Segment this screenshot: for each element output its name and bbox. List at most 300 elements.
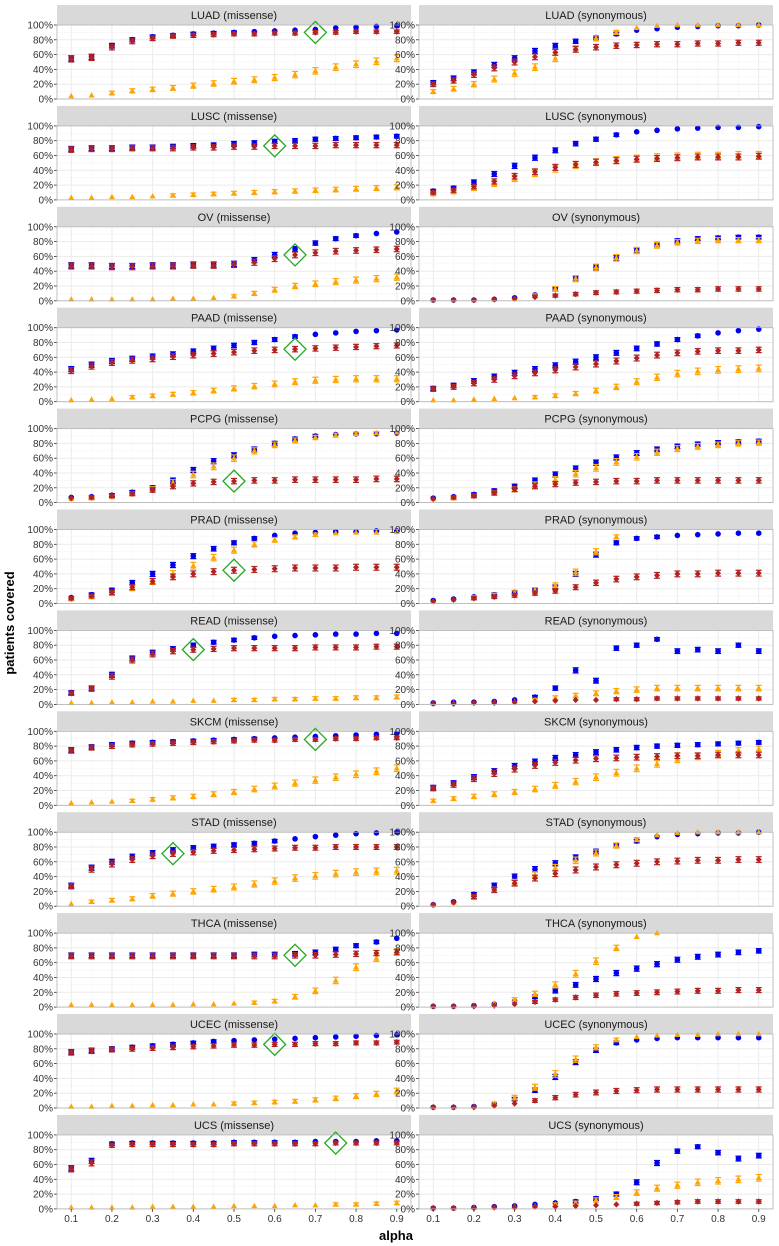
y-tick-label: 60% [32,50,53,62]
blue-point [695,954,701,960]
blue-point [374,939,380,945]
y-tick-label: 100% [389,121,415,133]
blue-point [374,134,380,140]
facet-panel [389,1014,773,1115]
y-tick-label: 20% [394,886,415,898]
y-tick-label: 100% [389,928,415,940]
facet-title: PCPG (missense) [189,413,279,426]
facet-panel [389,711,773,812]
facet-title: PAAD (missense) [191,312,277,325]
blue-point [675,533,681,539]
y-tick-label: 40% [394,367,415,379]
facet-panel [27,409,411,510]
blue-point [191,553,197,559]
y-tick-label: 20% [32,685,53,697]
blue-point [272,337,278,343]
facet-panel [27,610,411,711]
facet-panel [27,106,411,206]
facet-panel [27,308,411,409]
blue-point [654,961,660,967]
facet-title: THCA (synonymous) [545,918,647,931]
y-tick-label: 0% [38,1204,53,1216]
blue-point [333,330,339,336]
y-tick-label: 40% [394,670,415,682]
y-tick-label: 100% [389,625,415,637]
y-tick-label: 20% [394,1088,415,1100]
facet-title: SKCM (synonymous) [544,716,648,729]
y-tick-label: 40% [394,64,415,76]
blue-point [553,988,559,994]
y-tick-label: 80% [32,35,53,47]
blue-point [170,562,176,568]
y-tick-label: 40% [394,973,415,984]
blue-point [736,642,742,648]
facet-title: LUAD (synonymous) [545,10,647,22]
blue-point [593,678,599,684]
blue-point [313,1035,319,1041]
blue-point [715,1150,721,1156]
facet-panel [389,5,773,106]
blue-point [512,163,518,169]
y-tick-label: 100% [389,20,415,32]
facet-panel [389,106,773,206]
y-tick-label: 0% [38,94,53,106]
y-tick-label: 0% [400,599,415,610]
y-tick-label: 20% [394,786,415,797]
blue-point [532,155,538,161]
blue-point [614,747,620,753]
y-tick-label: 40% [32,64,53,76]
blue-point [231,842,237,848]
blue-point [736,1156,742,1162]
facet-panel [27,1115,411,1216]
y-tick-label: 100% [389,323,415,335]
blue-point [675,126,681,132]
blue-point [573,141,579,147]
blue-point [675,648,681,654]
facet-panel [27,913,411,1014]
y-tick-label: 0% [38,397,53,409]
facet-title: STAD (synonymous) [545,817,647,830]
y-tick-label: 100% [27,827,53,839]
blue-point [211,546,217,552]
y-tick-label: 20% [394,483,415,495]
y-tick-label: 20% [394,685,415,697]
y-tick-label: 0% [400,94,415,106]
facet-title: STAD (missense) [191,817,277,830]
blue-point [333,136,339,142]
y-tick-label: 40% [394,1073,415,1085]
blue-point [313,834,319,840]
blue-point [634,1179,640,1185]
y-tick-label: 100% [27,625,53,637]
blue-point [654,128,660,134]
y-tick-label: 0% [400,397,415,409]
y-tick-label: 100% [27,1029,53,1041]
blue-point [573,38,579,44]
y-tick-label: 80% [394,640,415,652]
blue-point [292,633,298,639]
blue-point [614,132,620,138]
facet-title: PAAD (synonymous) [545,312,647,325]
facet-title: LUAD (missense) [190,10,278,22]
blue-point [634,129,640,135]
blue-point [553,685,559,691]
blue-point [715,531,721,537]
facet-title: OV (synonymous) [551,211,641,224]
blue-point [756,326,762,332]
blue-point [553,43,559,49]
blue-point [292,246,298,252]
y-tick-label: 0% [400,1002,415,1014]
y-tick-label: 0% [38,195,53,207]
blue-point [374,328,380,334]
y-tick-label: 20% [394,584,415,596]
y-tick-label: 40% [32,973,53,984]
y-tick-label: 80% [394,943,415,955]
y-tick-label: 20% [394,1189,415,1201]
y-tick-label: 100% [389,525,415,536]
y-tick-label: 80% [394,539,415,551]
y-tick-label: 40% [32,872,53,884]
blue-point [695,647,701,653]
y-tick-label: 60% [32,251,53,263]
facet-title: READ (synonymous) [544,615,648,628]
blue-point [593,355,599,361]
y-tick-label: 20% [32,1088,53,1100]
y-tick-label: 100% [389,726,415,738]
y-tick-label: 40% [32,165,53,177]
blue-point [654,636,660,642]
y-tick-label: 40% [394,468,415,480]
blue-point [491,171,497,177]
y-tick-label: 60% [394,251,415,263]
y-tick-label: 100% [27,20,53,32]
blue-point [695,1144,701,1150]
y-tick-label: 0% [38,498,53,510]
y-tick-label: 60% [394,1059,415,1071]
y-tick-label: 20% [32,79,53,91]
facet-panel [27,812,411,913]
blue-point [614,350,620,356]
y-tick-label: 60% [32,453,53,465]
y-tick-label: 80% [32,338,53,349]
y-tick-label: 0% [38,296,53,308]
blue-point [593,749,599,755]
blue-point [231,540,237,546]
blue-point [736,125,742,131]
y-tick-label: 80% [32,1145,53,1157]
y-tick-label: 100% [389,222,415,234]
y-tick-label: 60% [32,857,53,869]
y-tick-label: 60% [394,554,415,566]
facet-panel [27,5,411,106]
facet-panel [389,409,773,510]
blue-point [593,976,599,982]
y-tick-label: 20% [32,886,53,898]
blue-point [634,745,640,751]
y-tick-label: 60% [32,554,53,566]
y-tick-label: 20% [32,483,53,495]
facet-panel [389,308,773,409]
blue-point [272,838,278,844]
blue-point [150,571,156,577]
facet-panel [389,610,773,711]
blue-point [532,866,538,872]
y-tick-label: 100% [389,1029,415,1041]
blue-point [333,1034,339,1040]
y-tick-label: 80% [32,237,53,249]
blue-point [715,952,721,958]
y-tick-label: 60% [32,151,53,162]
blue-point [231,637,237,643]
blue-point [756,1153,762,1159]
blue-point [211,639,217,645]
y-tick-label: 40% [32,1073,53,1085]
facet-panel [27,510,411,611]
y-tick-label: 20% [32,382,53,394]
blue-point [756,530,762,536]
blue-point [231,343,237,349]
y-tick-label: 60% [32,756,53,768]
facet-panel [389,207,773,307]
blue-point [374,231,380,237]
facet-title: SKCM (missense) [189,716,279,729]
blue-point [634,346,640,352]
blue-point [736,530,742,536]
facet-title: READ (missense) [190,615,278,628]
y-tick-label: 0% [38,800,53,812]
y-tick-label: 20% [394,281,415,293]
y-tick-label: 80% [32,136,53,148]
y-tick-label: 0% [400,800,415,812]
y-tick-label: 0% [400,1204,415,1216]
y-tick-label: 40% [32,771,53,783]
y-tick-label: 60% [32,352,53,364]
y-tick-label: 20% [32,987,53,999]
blue-point [272,634,278,640]
blue-point [654,534,660,540]
y-tick-label: 80% [394,338,415,349]
blue-point [593,136,599,142]
facet-panel [389,913,773,1014]
y-tick-label: 80% [32,438,53,450]
blue-point [252,340,258,346]
facet-title: THCA (missense) [190,918,278,931]
y-tick-label: 80% [32,1044,53,1056]
y-tick-label: 60% [394,857,415,869]
blue-point [756,740,762,746]
blue-point [333,631,339,637]
facet-title: PRAD (synonymous) [544,514,648,527]
y-tick-label: 40% [394,872,415,884]
y-tick-label: 60% [32,1059,53,1071]
facet-title: LUSC (missense) [190,110,278,123]
blue-point [654,743,660,749]
y-tick-label: 40% [394,165,415,177]
facet-panel [27,207,411,307]
blue-point [675,743,681,749]
y-tick-label: 0% [38,901,53,913]
blue-point [512,874,518,880]
y-tick-label: 0% [38,699,53,711]
y-tick-label: 40% [32,266,53,278]
y-tick-label: 80% [394,237,415,249]
blue-point [573,982,579,988]
panels-layer [27,5,773,1215]
y-tick-label: 20% [394,180,415,192]
facet-panel [27,1014,411,1115]
facet-panel [27,711,411,812]
y-tick-label: 40% [32,569,53,581]
y-tick-label: 80% [32,539,53,551]
facet-title: UCEC (synonymous) [544,1019,648,1031]
blue-point [353,831,359,837]
y-tick-label: 60% [394,453,415,465]
blue-point [675,957,681,963]
facet-panel [389,1115,773,1216]
y-tick-label: 100% [27,726,53,738]
blue-point [353,943,359,949]
blue-point [272,1036,278,1042]
blue-point [374,631,380,637]
blue-point [695,742,701,748]
facet-title: PRAD (missense) [190,514,278,527]
y-tick-label: 0% [400,699,415,711]
y-tick-label: 40% [32,1174,53,1186]
facet-title: OV (missense) [197,211,271,224]
y-tick-label: 100% [389,424,415,436]
blue-point [614,645,620,651]
y-tick-label: 0% [400,1103,415,1115]
y-tick-label: 0% [400,498,415,510]
y-tick-label: 100% [27,1130,53,1142]
y-tick-label: 100% [389,1130,415,1142]
blue-point [353,631,359,637]
blue-point [532,48,538,54]
blue-point [756,948,762,954]
y-tick-label: 40% [32,468,53,480]
blue-point [736,740,742,746]
y-tick-label: 60% [394,958,415,970]
facet-title: UCS (synonymous) [548,1119,644,1132]
y-tick-label: 20% [32,180,53,192]
y-tick-label: 80% [394,842,415,854]
blue-point [374,1033,380,1039]
y-tick-label: 20% [32,786,53,797]
y-tick-label: 80% [394,35,415,47]
blue-point [353,135,359,141]
blue-point [313,136,319,142]
y-tick-label: 0% [400,901,415,913]
blue-point [654,341,660,347]
blue-point [333,832,339,838]
blue-point [353,233,359,239]
y-tick-label: 60% [394,655,415,667]
facet-title: PCPG (synonymous) [544,413,648,426]
y-tick-label: 60% [32,655,53,667]
y-tick-label: 0% [38,1103,53,1115]
facet-panel [389,510,773,611]
y-tick-label: 40% [32,367,53,379]
y-tick-label: 100% [27,222,53,234]
blue-point [292,836,298,842]
y-tick-label: 80% [32,842,53,854]
y-tick-label: 60% [394,756,415,768]
blue-point [736,950,742,956]
y-tick-label: 100% [27,525,53,536]
blue-point [252,635,258,641]
facet-title: LUSC (synonymous) [545,110,647,123]
y-tick-label: 20% [32,584,53,596]
blue-point [313,240,319,246]
y-tick-label: 60% [32,1160,53,1171]
blue-point [553,148,559,154]
blue-point [695,532,701,538]
blue-point [573,668,579,674]
y-tick-label: 20% [32,281,53,293]
y-tick-label: 80% [394,1044,415,1056]
blue-point [353,329,359,335]
y-tick-label: 20% [32,1189,53,1201]
y-tick-label: 40% [394,569,415,581]
blue-point [715,125,721,131]
blue-point [715,648,721,654]
blue-point [634,966,640,972]
y-tick-label: 80% [394,741,415,753]
blue-point [715,741,721,747]
blue-point [333,236,339,242]
y-tick-label: 40% [394,266,415,278]
blue-point [313,632,319,638]
blue-point [252,841,258,847]
blue-point [675,1148,681,1154]
y-tick-label: 60% [394,50,415,62]
blue-point [614,540,620,546]
y-tick-label: 80% [394,438,415,450]
y-tick-label: 100% [27,928,53,940]
facet-panel [389,812,773,913]
y-tick-label: 80% [32,943,53,955]
blue-point [756,124,762,130]
blue-point [736,328,742,334]
blue-point [654,1160,660,1166]
y-tick-label: 0% [38,1002,53,1014]
y-tick-label: 60% [394,151,415,162]
y-tick-label: 100% [27,121,53,133]
blue-point [252,1037,258,1043]
y-tick-label: 40% [394,1174,415,1186]
y-tick-label: 20% [394,987,415,999]
y-tick-label: 60% [394,1160,415,1171]
y-tick-label: 100% [389,827,415,839]
blue-point [292,1036,298,1042]
blue-point [675,337,681,343]
blue-point [695,333,701,339]
blue-point [614,970,620,976]
y-tick-label: 100% [27,424,53,436]
blue-point [374,24,380,30]
y-tick-label: 80% [394,1145,415,1157]
blue-point [756,648,762,654]
y-tick-label: 40% [32,670,53,682]
y-tick-label: 80% [32,640,53,652]
blue-point [252,536,258,542]
y-tick-label: 60% [394,352,415,364]
y-tick-label: 0% [38,599,53,610]
blue-point [715,330,721,336]
facet-title: UCEC (missense) [189,1019,279,1031]
